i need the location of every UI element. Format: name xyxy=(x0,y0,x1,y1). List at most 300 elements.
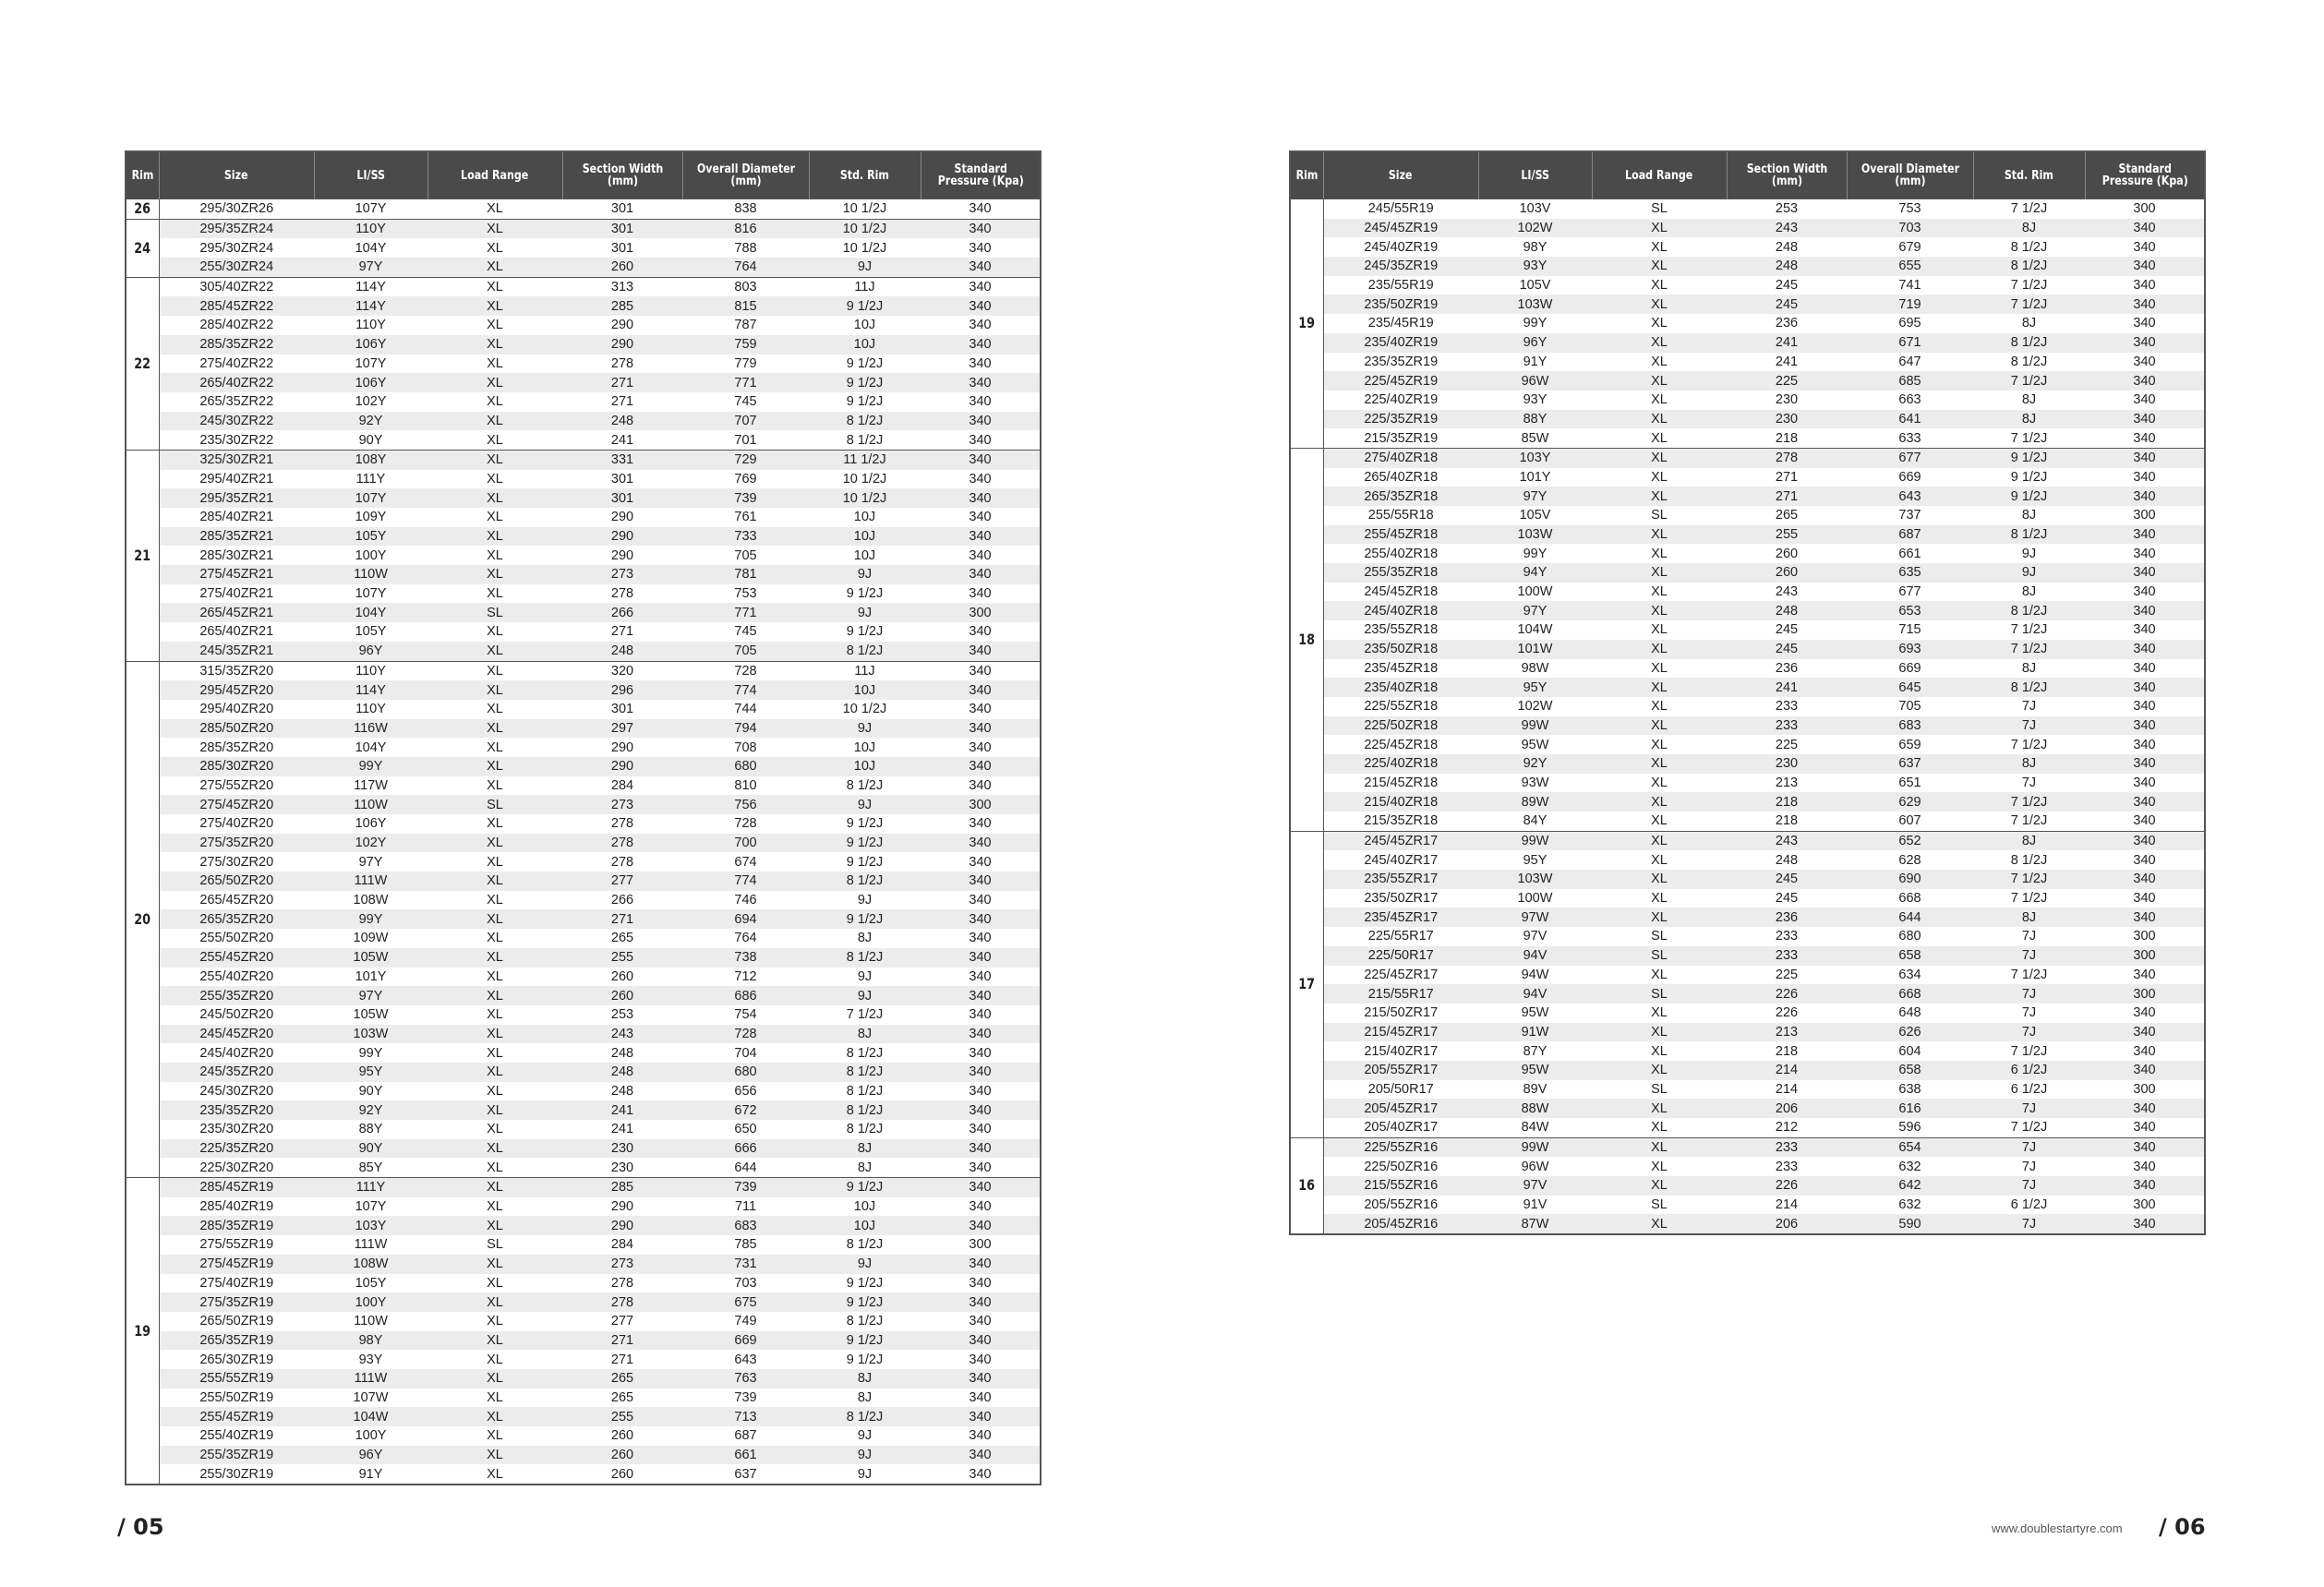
cell-load-range: XL xyxy=(487,1083,503,1099)
cell-li-ss: 102W xyxy=(1478,219,1592,238)
cell-overall-diameter: 680 xyxy=(682,757,809,776)
cell-load-range: XL xyxy=(1651,699,1668,715)
cell-section-width: 214 xyxy=(1775,1081,1799,1097)
cell-section-width: 271 xyxy=(610,1352,634,1367)
cell-std-rim: 8J xyxy=(1973,219,2085,238)
cell-li-ss: 96Y xyxy=(314,1446,427,1465)
cell-load-range: XL xyxy=(427,219,562,238)
cell-size: 275/30ZR20 xyxy=(199,854,274,870)
cell-size: 235/30ZR20 xyxy=(199,1122,274,1137)
cell-overall-diameter: 774 xyxy=(682,872,809,891)
cell-overall-diameter: 685 xyxy=(1847,371,1973,391)
table-row xyxy=(126,795,1041,814)
cell-li-ss: 97Y xyxy=(358,854,383,870)
cell-standard-pressure: 300 xyxy=(2133,929,2156,944)
cell-overall-diameter: 686 xyxy=(682,986,809,1005)
cell-standard-pressure: 340 xyxy=(969,702,992,717)
cell-overall-diameter: 629 xyxy=(1847,792,1973,812)
cell-section-width: 260 xyxy=(562,258,682,277)
cell-li-ss: 105Y xyxy=(355,624,387,640)
cell-overall-diameter: 671 xyxy=(1847,333,1973,353)
table-row xyxy=(1290,889,2205,908)
cell-li-ss: 108Y xyxy=(314,450,427,469)
cell-section-width: 245 xyxy=(1775,622,1799,638)
cell-std-rim: 9 1/2J xyxy=(809,296,921,316)
cell-std-rim: 9J xyxy=(809,795,921,814)
cell-overall-diameter: 810 xyxy=(734,777,757,793)
cell-standard-pressure: 340 xyxy=(2085,410,2205,429)
cell-li-ss: 108W xyxy=(353,893,389,908)
cell-standard-pressure: 340 xyxy=(969,1314,992,1329)
cell-standard-pressure: 340 xyxy=(2133,584,2156,600)
table-row xyxy=(126,565,1041,584)
cell-overall-diameter: 641 xyxy=(1847,410,1973,429)
cell-std-rim: 8 1/2J xyxy=(1973,525,2085,545)
cell-li-ss: 89W xyxy=(1478,792,1592,812)
cell-size: 215/40ZR18 xyxy=(1323,792,1478,812)
cell-std-rim: 8J xyxy=(857,931,873,946)
cell-load-range: XL xyxy=(487,240,503,256)
cell-standard-pressure: 340 xyxy=(921,199,1041,220)
table-row xyxy=(1290,410,2205,429)
cell-overall-diameter: 739 xyxy=(734,1389,757,1405)
cell-size: 265/40ZR21 xyxy=(199,624,274,640)
cell-std-rim: 7 1/2J xyxy=(2010,622,2048,638)
cell-overall-diameter: 719 xyxy=(1847,295,1973,314)
cell-section-width: 265 xyxy=(610,1389,634,1405)
cell-std-rim: 10J xyxy=(809,680,921,700)
cell-std-rim: 7 1/2J xyxy=(846,1007,884,1023)
table-row xyxy=(126,584,1041,604)
cell-size: 205/55ZR17 xyxy=(1323,1061,1478,1080)
page-number-right: / 06 xyxy=(2159,1514,2206,1540)
cell-std-rim: 10J xyxy=(853,547,876,563)
cell-standard-pressure: 340 xyxy=(969,1466,992,1482)
cell-load-range: SL xyxy=(1651,1081,1668,1097)
cell-load-range: XL xyxy=(427,565,562,584)
cell-std-rim: 9 1/2J xyxy=(809,834,921,853)
cell-overall-diameter: 745 xyxy=(734,624,757,640)
cell-overall-diameter: 761 xyxy=(734,510,757,525)
cell-std-rim: 9 1/2J xyxy=(1973,487,2085,506)
cell-li-ss: 98W xyxy=(1521,660,1549,676)
table-row xyxy=(126,392,1041,412)
rim-size-cell: 26 xyxy=(126,199,159,220)
cell-standard-pressure: 340 xyxy=(969,1199,992,1215)
cell-li-ss: 107Y xyxy=(355,355,387,371)
cell-li-ss: 93W xyxy=(1521,775,1549,790)
cell-std-rim: 9 1/2J xyxy=(2010,469,2048,485)
cell-li-ss: 96Y xyxy=(314,642,427,661)
cell-li-ss: 109W xyxy=(353,931,389,946)
cell-std-rim: 10J xyxy=(809,757,921,776)
cell-load-range: XL xyxy=(487,355,503,371)
cell-section-width: 230 xyxy=(1775,392,1799,408)
cell-load-range: XL xyxy=(427,1025,562,1044)
cell-size: 275/45ZR20 xyxy=(159,795,314,814)
table-row xyxy=(126,738,1041,757)
cell-section-width: 233 xyxy=(1727,716,1847,736)
cell-standard-pressure: 300 xyxy=(2133,508,2156,523)
cell-load-range: XL xyxy=(487,624,503,640)
cell-li-ss: 107Y xyxy=(355,586,387,602)
cell-section-width: 277 xyxy=(562,872,682,891)
cell-standard-pressure: 340 xyxy=(969,471,992,487)
cell-li-ss: 104W xyxy=(1517,622,1553,638)
cell-section-width: 290 xyxy=(562,757,682,776)
cell-section-width: 248 xyxy=(1727,257,1847,276)
cell-section-width: 278 xyxy=(562,834,682,853)
cell-overall-diameter: 655 xyxy=(1847,257,1973,276)
cell-size: 225/45ZR19 xyxy=(1323,371,1478,391)
cell-std-rim: 10J xyxy=(853,318,876,333)
header-standard-pressure: Standard Pressure (Kpa) xyxy=(2085,151,2205,199)
cell-overall-diameter: 654 xyxy=(1847,1137,1973,1157)
cell-load-range: XL xyxy=(1651,967,1668,982)
cell-overall-diameter: 690 xyxy=(1847,870,1973,889)
cell-std-rim: 8 1/2J xyxy=(809,948,921,968)
cell-li-ss: 104W xyxy=(314,1407,427,1426)
cell-std-rim: 8 1/2J xyxy=(846,1083,884,1099)
cell-load-range: XL xyxy=(1651,278,1668,294)
cell-section-width: 248 xyxy=(610,1083,634,1099)
table-row xyxy=(1290,1080,2205,1100)
cell-std-rim: 8 1/2J xyxy=(846,1122,884,1137)
header-size: Size xyxy=(159,151,314,199)
cell-section-width: 296 xyxy=(562,680,682,700)
cell-standard-pressure: 340 xyxy=(921,909,1041,929)
table-row xyxy=(126,508,1041,527)
cell-overall-diameter: 838 xyxy=(682,199,809,220)
cell-overall-diameter: 677 xyxy=(1898,584,1921,600)
cell-load-range: XL xyxy=(1592,870,1727,889)
cell-size: 245/45ZR19 xyxy=(1323,219,1478,238)
cell-std-rim: 9J xyxy=(809,603,921,622)
cell-li-ss: 114Y xyxy=(314,296,427,316)
cell-std-rim: 11 1/2J xyxy=(809,450,921,469)
cell-section-width: 301 xyxy=(562,219,682,238)
cell-standard-pressure: 340 xyxy=(2133,430,2156,446)
cell-size: 295/40ZR21 xyxy=(199,471,274,487)
table-row xyxy=(126,546,1041,565)
cell-load-range: XL xyxy=(1651,354,1668,369)
cell-li-ss: 103W xyxy=(1478,870,1592,889)
cell-li-ss: 107Y xyxy=(314,199,427,220)
cell-load-range: SL xyxy=(1592,199,1727,219)
cell-overall-diameter: 731 xyxy=(682,1255,809,1274)
cell-section-width: 226 xyxy=(1775,1005,1799,1021)
cell-load-range: XL xyxy=(487,1007,503,1023)
table-row xyxy=(126,1331,1041,1351)
cell-standard-pressure: 340 xyxy=(2133,660,2156,676)
cell-li-ss: 99Y xyxy=(314,909,427,929)
table-row xyxy=(1290,984,2205,1004)
cell-load-range: XL xyxy=(487,1122,503,1137)
cell-li-ss: 84W xyxy=(1521,1120,1549,1136)
cell-load-range: XL xyxy=(1651,239,1668,255)
cell-li-ss: 103W xyxy=(314,1025,427,1044)
cell-size: 245/40ZR18 xyxy=(1323,601,1478,620)
table-row xyxy=(126,355,1041,374)
cell-section-width: 233 xyxy=(1775,929,1799,944)
cell-standard-pressure: 340 xyxy=(969,1275,992,1291)
table-row xyxy=(126,776,1041,796)
cell-size: 245/40ZR17 xyxy=(1364,852,1439,868)
table-row xyxy=(126,1369,1041,1389)
cell-size: 255/50ZR20 xyxy=(199,931,274,946)
cell-size: 315/35ZR20 xyxy=(159,661,314,680)
table-row xyxy=(1290,697,2205,716)
cell-li-ss: 96W xyxy=(1478,371,1592,391)
cell-load-range: XL xyxy=(1592,716,1727,736)
cell-size: 225/55ZR18 xyxy=(1364,699,1439,715)
cell-standard-pressure: 340 xyxy=(969,510,992,525)
cell-size: 285/35ZR20 xyxy=(199,739,274,755)
cell-std-rim: 9J xyxy=(857,893,873,908)
cell-li-ss: 107Y xyxy=(314,488,427,508)
cell-section-width: 290 xyxy=(610,318,634,333)
cell-section-width: 278 xyxy=(610,586,634,602)
cell-overall-diameter: 658 xyxy=(1847,1061,1973,1080)
cell-standard-pressure: 340 xyxy=(969,1389,992,1405)
cell-standard-pressure: 340 xyxy=(921,1100,1041,1120)
cell-li-ss: 91V xyxy=(1523,1197,1547,1213)
cell-standard-pressure: 340 xyxy=(2133,469,2156,485)
cell-li-ss: 99Y xyxy=(1523,316,1547,331)
cell-std-rim: 9J xyxy=(857,1466,873,1482)
cell-size: 295/35ZR21 xyxy=(159,488,314,508)
cell-size: 265/35ZR22 xyxy=(199,394,274,410)
cell-standard-pressure: 340 xyxy=(2085,487,2205,506)
table-row xyxy=(1290,219,2205,238)
cell-load-range: XL xyxy=(1651,852,1668,868)
cell-standard-pressure: 340 xyxy=(921,565,1041,584)
table-row xyxy=(1290,544,2205,563)
cell-li-ss: 95W xyxy=(1521,1005,1549,1021)
header-section-width: Section Width (mm) xyxy=(562,151,682,199)
table-row xyxy=(126,470,1041,489)
cell-standard-pressure: 340 xyxy=(2133,1120,2156,1136)
cell-section-width: 248 xyxy=(1775,852,1799,868)
cell-li-ss: 117W xyxy=(354,777,388,793)
cell-size: 295/30ZR24 xyxy=(199,240,274,256)
cell-std-rim: 9 1/2J xyxy=(846,1352,884,1367)
cell-standard-pressure: 300 xyxy=(2133,1197,2156,1213)
cell-section-width: 260 xyxy=(610,968,634,984)
cell-overall-diameter: 596 xyxy=(1898,1120,1921,1136)
table-row xyxy=(126,622,1041,642)
cell-load-range: XL xyxy=(1592,678,1727,697)
cell-section-width: 278 xyxy=(610,854,634,870)
cell-section-width: 225 xyxy=(1727,371,1847,391)
cell-overall-diameter: 663 xyxy=(1898,392,1921,408)
cell-li-ss: 97Y xyxy=(314,986,427,1005)
cell-li-ss: 107Y xyxy=(355,1199,387,1215)
cell-size: 265/35ZR20 xyxy=(159,909,314,929)
cell-li-ss: 97V xyxy=(1478,1176,1592,1196)
cell-std-rim: 9J xyxy=(2021,546,2037,561)
cell-size: 255/35ZR19 xyxy=(159,1446,314,1465)
cell-overall-diameter: 741 xyxy=(1898,278,1921,294)
cell-section-width: 241 xyxy=(610,1122,634,1137)
cell-std-rim: 9J xyxy=(809,986,921,1005)
cell-overall-diameter: 707 xyxy=(682,412,809,431)
cell-size: 275/40ZR19 xyxy=(199,1275,274,1291)
cell-overall-diameter: 708 xyxy=(734,739,757,755)
cell-size: 235/40ZR18 xyxy=(1323,678,1478,697)
table-row xyxy=(126,412,1041,431)
cell-overall-diameter: 651 xyxy=(1898,775,1921,790)
cell-load-range: XL xyxy=(487,777,503,793)
cell-std-rim: 9J xyxy=(809,1446,921,1465)
cell-li-ss: 108W xyxy=(314,1255,427,1274)
cell-load-range: XL xyxy=(427,642,562,661)
cell-size: 275/55ZR19 xyxy=(199,1237,274,1253)
table-row xyxy=(1290,333,2205,353)
cell-li-ss: 110Y xyxy=(314,661,427,680)
cell-standard-pressure: 340 xyxy=(2085,1176,2205,1196)
cell-overall-diameter: 677 xyxy=(1847,448,1973,467)
cell-standard-pressure: 300 xyxy=(969,1237,992,1253)
cell-load-range: XL xyxy=(487,471,503,487)
table-row xyxy=(126,719,1041,739)
cell-overall-diameter: 703 xyxy=(734,1275,757,1291)
cell-load-range: XL xyxy=(1651,775,1668,790)
cell-size: 205/40ZR17 xyxy=(1364,1120,1439,1136)
cell-standard-pressure: 300 xyxy=(2133,1081,2156,1097)
table-row xyxy=(1290,428,2205,448)
cell-li-ss: 95W xyxy=(1521,737,1549,752)
cell-load-range: XL xyxy=(1651,737,1668,752)
cell-li-ss: 93Y xyxy=(358,1352,383,1367)
cell-std-rim: 10J xyxy=(809,527,921,547)
cell-section-width: 301 xyxy=(610,702,634,717)
cell-size: 255/50ZR19 xyxy=(199,1389,274,1405)
cell-standard-pressure: 340 xyxy=(969,1428,992,1444)
table-row xyxy=(126,661,1041,680)
table-row xyxy=(126,968,1041,987)
cell-standard-pressure: 340 xyxy=(921,488,1041,508)
cell-size: 245/40ZR20 xyxy=(199,1045,274,1061)
cell-standard-pressure: 300 xyxy=(921,795,1041,814)
cell-std-rim: 9 1/2J xyxy=(846,624,884,640)
cell-size: 265/45ZR21 xyxy=(159,603,314,622)
cell-load-range: XL xyxy=(487,1314,503,1329)
cell-li-ss: 96W xyxy=(1521,1159,1549,1174)
cell-overall-diameter: 648 xyxy=(1898,1005,1921,1021)
cell-section-width: 278 xyxy=(562,1292,682,1312)
cell-size: 235/50ZR19 xyxy=(1323,295,1478,314)
cell-section-width: 245 xyxy=(1727,870,1847,889)
cell-overall-diameter: 683 xyxy=(682,1216,809,1235)
cell-load-range: XL xyxy=(1592,1176,1727,1196)
cell-section-width: 277 xyxy=(610,1314,634,1329)
cell-size: 235/55ZR17 xyxy=(1323,870,1478,889)
cell-std-rim: 8 1/2J xyxy=(809,642,921,661)
cell-size: 285/40ZR19 xyxy=(199,1199,274,1215)
cell-li-ss: 91Y xyxy=(358,1466,383,1482)
cell-li-ss: 102Y xyxy=(314,834,427,853)
cell-overall-diameter: 607 xyxy=(1898,813,1921,829)
cell-size: 245/55R19 xyxy=(1323,199,1478,219)
left-table-header xyxy=(126,151,1041,199)
cell-section-width: 301 xyxy=(562,199,682,220)
cell-li-ss: 99W xyxy=(1478,831,1592,850)
cell-overall-diameter: 705 xyxy=(1898,699,1921,715)
cell-standard-pressure: 340 xyxy=(921,1178,1041,1197)
cell-std-rim: 8J xyxy=(1973,754,2085,774)
cell-li-ss: 106Y xyxy=(355,816,387,832)
cell-li-ss: 100Y xyxy=(355,1428,387,1444)
table-row xyxy=(1290,1099,2205,1118)
cell-overall-diameter: 632 xyxy=(1898,1197,1921,1213)
cell-std-rim: 8J xyxy=(2021,316,2037,331)
cell-overall-diameter: 715 xyxy=(1898,622,1921,638)
cell-std-rim: 7J xyxy=(2021,775,2037,790)
cell-section-width: 241 xyxy=(562,1100,682,1120)
table-row xyxy=(126,527,1041,547)
cell-load-range: XL xyxy=(1592,410,1727,429)
cell-standard-pressure: 340 xyxy=(969,1352,992,1367)
cell-standard-pressure: 340 xyxy=(2133,239,2156,255)
table-row xyxy=(126,1426,1041,1446)
table-row xyxy=(126,1025,1041,1044)
cell-size: 265/45ZR20 xyxy=(199,893,274,908)
cell-section-width: 245 xyxy=(1775,891,1799,907)
cell-standard-pressure: 300 xyxy=(2085,199,2205,219)
cell-std-rim: 9 1/2J xyxy=(846,1275,884,1291)
table-row xyxy=(126,834,1041,853)
cell-li-ss: 100Y xyxy=(355,547,387,563)
table-row xyxy=(126,1158,1041,1177)
table-row xyxy=(126,316,1041,335)
cell-section-width: 266 xyxy=(610,893,634,908)
cell-section-width: 241 xyxy=(1727,678,1847,697)
cell-std-rim: 8J xyxy=(2021,508,2037,523)
cell-size: 295/35ZR24 xyxy=(159,219,314,238)
table-row xyxy=(1290,468,2205,487)
cell-standard-pressure: 340 xyxy=(2085,563,2205,583)
cell-std-rim: 8 1/2J xyxy=(809,1063,921,1082)
cell-size: 285/35ZR21 xyxy=(159,527,314,547)
cell-size: 285/35ZR19 xyxy=(159,1216,314,1235)
cell-li-ss: 95Y xyxy=(314,1063,427,1082)
cell-standard-pressure: 340 xyxy=(921,258,1041,277)
cell-load-range: XL xyxy=(1592,1061,1727,1080)
cell-overall-diameter: 816 xyxy=(682,219,809,238)
cell-section-width: 241 xyxy=(610,432,634,448)
cell-li-ss: 102W xyxy=(1517,699,1553,715)
cell-section-width: 253 xyxy=(610,1007,634,1023)
cell-overall-diameter: 728 xyxy=(682,661,809,680)
cell-load-range: XL xyxy=(1592,563,1727,583)
cell-standard-pressure: 340 xyxy=(969,854,992,870)
header-overall-diameter: Overall Diameter (mm) xyxy=(1847,151,1973,199)
cell-size: 285/50ZR20 xyxy=(159,719,314,739)
cell-size: 285/40ZR22 xyxy=(199,318,274,333)
table-row xyxy=(126,891,1041,910)
cell-li-ss: 89V xyxy=(1523,1081,1547,1097)
cell-standard-pressure: 340 xyxy=(2133,699,2156,715)
cell-load-range: XL xyxy=(427,1100,562,1120)
table-row xyxy=(126,238,1041,258)
cell-standard-pressure: 340 xyxy=(2085,257,2205,276)
cell-size: 275/45ZR21 xyxy=(159,565,314,584)
cell-overall-diameter: 647 xyxy=(1898,354,1921,369)
cell-section-width: 248 xyxy=(1775,239,1799,255)
cell-std-rim: 7J xyxy=(2021,699,2037,715)
cell-overall-diameter: 632 xyxy=(1898,1159,1921,1174)
